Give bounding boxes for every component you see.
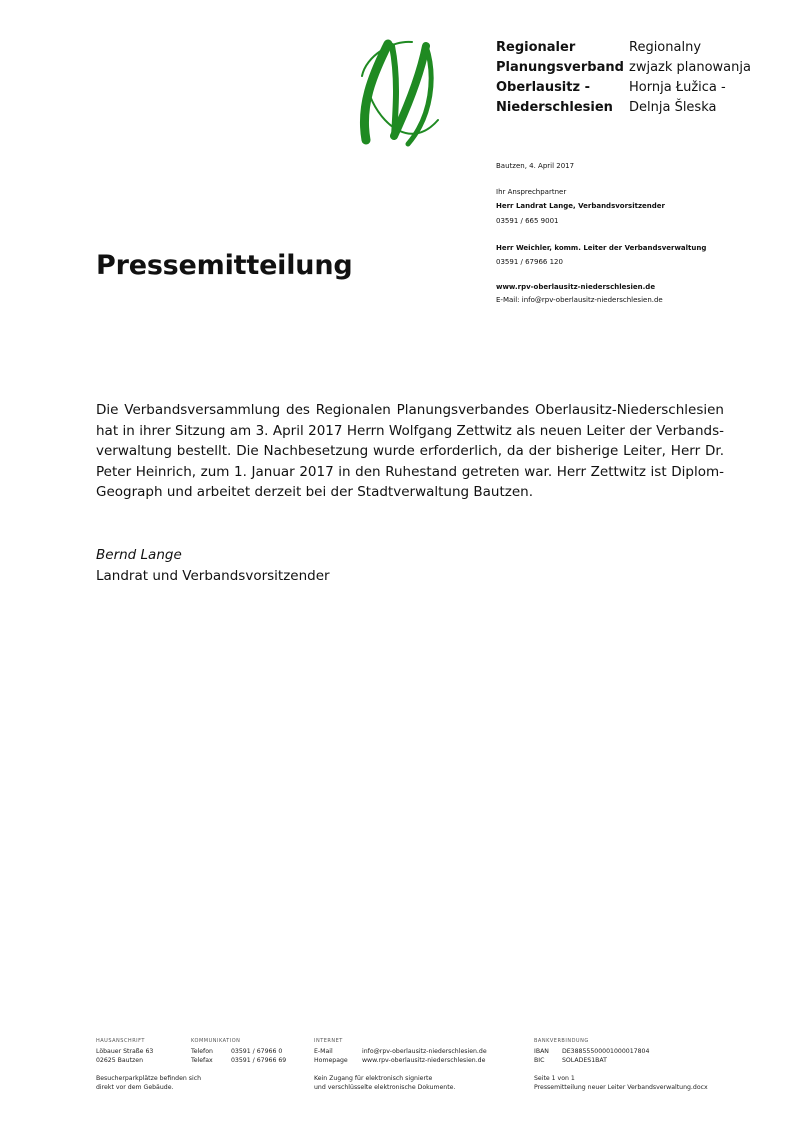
body-paragraph: Die Verbandsversammlung des Regionalen Planungsverbandes Oberlausitz-Niederschlesien hat in ihrer Sitzung am 3. April 2017 Herrn Wolfgang Zettwitz als neuen Leiter der Verbands-verwaltung bestellt. Die Nachbesetzung wurde erforderlich, da der bisherige Leiter, Herr Dr. Peter Heinrich, zum 1. Januar 2017 in den Ruhestand getreten war. Herr Zettwitz ist Diplom-Geograph und arbeitet derzeit bei der Stadtverwaltung Bautzen. [96,402,724,500]
footer-communication: KOMMUNIKATION Telefon 03591 / 67966 0 Telefax 03591 / 67966 69 [191,1038,287,1064]
org-name-german: Regionaler Planungsverband Oberlausitz - Niederschlesien [496,40,624,115]
website-link[interactable]: www.rpv-oberlausitz-niederschlesien.de [496,283,656,291]
footer-internet: INTERNET E-Mail info@rpv-oberlausitz-niederschlesien.de Homepage www.rpv-oberlausitz-niederschlesien.de [314,1038,487,1064]
page-number: Seite 1 von 1 [534,1075,575,1082]
footer-address: HAUSANSCHRIFT Löbauer Straße 63 02625 Bautzen [96,1038,154,1064]
footer-bank: BANKVERBINDUNG IBAN DE38855500001000017804 BIC SOLADES1BAT [534,1038,650,1064]
page-title: Pressemitteilung [96,250,353,281]
date: Bautzen, 4. April 2017 [496,162,575,170]
org-name-sorbian: Regionalny zwjazk planowanja Hornja Łužica - Delnja Šleska [629,40,751,115]
signer-name: Bernd Lange [96,547,182,563]
file-name: Pressemitteilung neuer Leiter Verbandsverwaltung.docx [534,1084,708,1091]
footer-signature-note: Kein Zugang für elektronisch signierte und verschlüsselte elektronische Dokumente. [314,1075,456,1091]
footer-page-info [534,1074,708,1092]
contact-label: Ihr Ansprechpartner [496,188,567,196]
footer-email-link[interactable]: info@rpv-oberlausitz-niederschlesien.de [362,1048,487,1055]
contact1-name: Herr Landrat Lange, Verbandsvorsitzender [496,202,665,210]
contact2-phone: 03591 / 67966 120 [496,258,563,266]
rpv-logo [352,36,448,156]
contact1-phone: 03591 / 665 9001 [496,217,559,225]
contact2-name: Herr Weichler, komm. Leiter der Verbandsverwaltung [496,244,707,252]
signature-block [96,545,330,586]
email-link[interactable]: E-Mail: info@rpv-oberlausitz-niederschlesien.de [496,296,663,304]
signer-role: Landrat und Verbandsvorsitzender [96,567,330,584]
footer-parking-note: Besucherparkplätze befinden sich direkt vor dem Gebäude. [96,1075,202,1091]
footer-homepage-link[interactable]: www.rpv-oberlausitz-niederschlesien.de [362,1057,486,1064]
